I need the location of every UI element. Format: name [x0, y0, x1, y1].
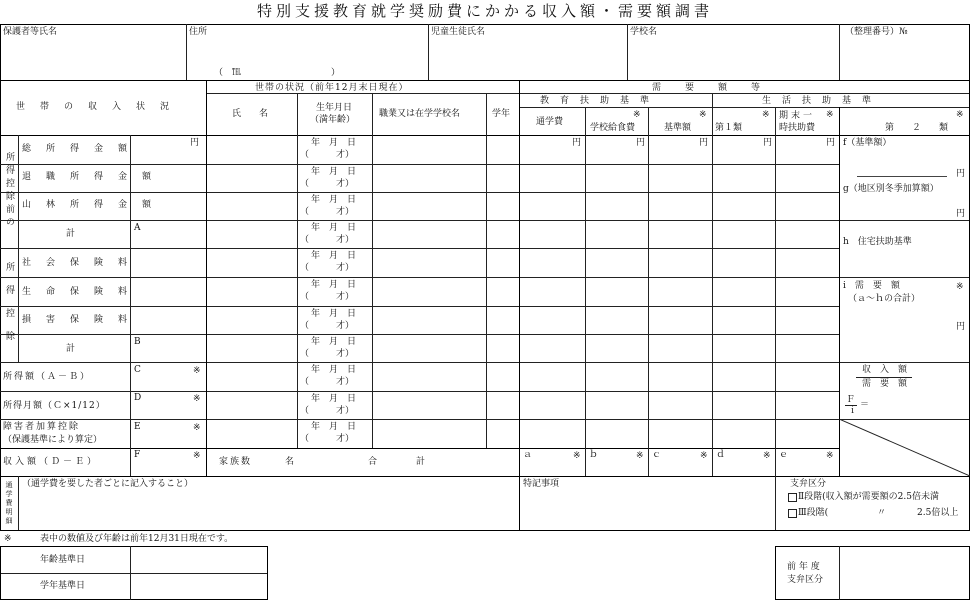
dob-date-placeholder: 年 月 日 [311, 422, 357, 432]
name-col-header: 氏 名 [232, 109, 269, 119]
footnote-text: 表中の数値及び年齢は前年12月31日現在です。 [40, 534, 234, 544]
total-d-label: ｄ [716, 450, 726, 460]
dob-date-placeholder: 年 月 日 [311, 195, 357, 205]
total-b-label: ｂ [589, 450, 599, 460]
star-mark: ※ [699, 110, 707, 120]
commute-col-header: 通学費 [536, 117, 564, 127]
lunch-col-header: 学校給食費 [590, 123, 636, 133]
star-mark: ※ [700, 451, 708, 461]
mark-b: B [134, 337, 141, 347]
total-e-label: ｅ [779, 450, 789, 460]
dob-date-placeholder: 年 月 日 [311, 167, 357, 177]
dob-date-placeholder: 年 月 日 [311, 365, 357, 375]
school-name-label: 学校名 [630, 27, 658, 37]
revenue-label: 収入額（Ｄ－Ｅ） [3, 457, 100, 467]
category-label: 支弁区分 [790, 479, 827, 489]
grade-base-label: 学年基準日 [40, 581, 86, 591]
yen-unit: 円 [190, 138, 200, 148]
pre-deduction-label: 所得控除前の [4, 152, 14, 230]
level3-label: Ⅲ段階( [798, 508, 829, 518]
total-c-label: ｃ [652, 450, 662, 460]
dob-date-placeholder: 年 月 日 [311, 251, 357, 261]
form-title: 特別支援教育就学奨励費にかかる収入額・需要額調書 [256, 2, 713, 20]
h-housing-label: h 住宅扶助基準 [843, 237, 912, 247]
social-insurance-label: 社 会 保 険 料 [22, 258, 131, 268]
mark-c: C [134, 365, 141, 375]
address-label: 住所 [189, 27, 208, 37]
yen-unit: 円 [636, 138, 646, 148]
remarks-label: 特記事項 [523, 479, 560, 489]
i-needs-sub-label: （ａ～ｈの合計） [848, 294, 921, 304]
diagonal-slash [839, 419, 970, 476]
dob-date-placeholder: 年 月 日 [311, 138, 357, 148]
star-mark: ※ [636, 451, 644, 461]
mark-a: A [134, 223, 141, 233]
ref-number-label: （整理番号）№ [845, 27, 908, 37]
yen-unit: 円 [956, 209, 966, 219]
footnote-star: ※ [4, 534, 12, 544]
star-mark: ※ [956, 282, 964, 292]
yearend-col-header-2: 時扶助費 [779, 123, 816, 133]
level2-label: Ⅱ段階(収入額が需要額の2.5倍未満 [798, 492, 939, 502]
star-mark: ※ [826, 110, 834, 120]
yen-unit: 円 [826, 138, 836, 148]
phone-label: （ ℡ ） [214, 68, 341, 78]
i-needs-label: i 需 要 額 [843, 281, 900, 291]
subtotal-label: 計 [66, 344, 76, 354]
yen-unit: 円 [763, 138, 773, 148]
yen-unit: 円 [956, 169, 966, 179]
star-mark: ※ [193, 394, 201, 404]
dob-date-placeholder: 年 月 日 [311, 394, 357, 404]
age-placeholder: （ 才） [300, 263, 355, 273]
level3-threshold: 2.5倍以上 [917, 508, 959, 518]
age-placeholder: （ 才） [300, 321, 355, 331]
disability-sub-label: （保護基準により算定） [3, 435, 103, 445]
edu-aid-header: 教 育 扶 助 基 準 [540, 96, 651, 106]
forest-income-label: 山 林 所 得 金 額 [22, 200, 155, 210]
prev-year-category-label: 支弁区分 [787, 575, 824, 585]
grade-col-header: 学年 [492, 109, 511, 119]
star-mark: ※ [956, 110, 964, 120]
income-ab-label: 所得額（Ａ－Ｂ） [3, 372, 92, 382]
dob-date-placeholder: 年 月 日 [311, 280, 357, 290]
yen-unit: 円 [572, 138, 582, 148]
f-base-label: f（基準額） [843, 138, 892, 148]
deduction-label: 所得控除 [4, 262, 14, 354]
persons-unit: 名 [285, 457, 295, 467]
star-mark: ※ [573, 451, 581, 461]
age-base-label: 年齢基準日 [40, 555, 86, 565]
star-mark: ※ [633, 110, 641, 120]
age-placeholder: （ 才） [300, 377, 355, 387]
g-winter-label: g（地区別冬季加算額） [843, 184, 939, 194]
needs-header: 需 要 額 等 [652, 83, 763, 93]
commute-note: （通学費を要した者ごとに記入すること） [22, 479, 194, 489]
age-placeholder: （ 才） [300, 406, 355, 416]
dob-date-placeholder: 年 月 日 [311, 309, 357, 319]
base-amount-col-header: 基準額 [664, 123, 692, 133]
ratio-i-label: ｉ [848, 406, 858, 416]
household-status-header: 世帯の状況（前年12月末日現在） [255, 83, 409, 93]
life-insurance-label: 生 命 保 険 料 [22, 287, 131, 297]
student-name-label: 児童生徒氏名 [431, 27, 486, 37]
mark-e: E [134, 422, 141, 432]
dob-date-placeholder: 年 月 日 [311, 337, 357, 347]
star-mark: ※ [826, 451, 834, 461]
age-placeholder: （ 才） [300, 292, 355, 302]
star-mark: ※ [762, 110, 770, 120]
type2-col-header: 第 ２ 類 [885, 123, 949, 133]
commute-detail-label: 通学費明細 [5, 481, 13, 526]
age-placeholder: （ 才） [300, 235, 355, 245]
family-count-label: 家族数 [219, 457, 253, 467]
ratio-f-label: Ｆ [846, 395, 856, 405]
ratio-top-label: 収 入 額 [862, 365, 908, 375]
monthly-income-label: 所得月額（Ｃ×1/12） [3, 401, 106, 411]
guardian-name-label: 保護者等氏名 [3, 27, 58, 37]
subtotal-label: 計 [66, 229, 76, 239]
retirement-income-label: 退 職 所 得 金 額 [22, 172, 155, 182]
level2-checkbox[interactable] [788, 493, 797, 502]
living-aid-header: 生 活 扶 助 基 準 [762, 96, 873, 106]
total-a-label: ａ [523, 450, 533, 460]
ratio-equals: ＝ [860, 400, 870, 410]
damage-insurance-label: 損 害 保 険 料 [22, 315, 131, 325]
occupation-col-header: 職業又は在学学校名 [379, 109, 461, 119]
yearend-col-header: 期末一 [779, 111, 816, 121]
age-placeholder: （ 才） [300, 434, 355, 444]
income-status-header: 世 帯 の 収 入 状 況 [16, 102, 173, 112]
yen-unit: 円 [956, 322, 966, 332]
yen-unit: 円 [699, 138, 709, 148]
mark-d: D [134, 393, 142, 403]
level3-checkbox[interactable] [788, 509, 797, 518]
dob-date-placeholder: 年 月 日 [311, 223, 357, 233]
prev-year-label: 前 年 度 [787, 562, 820, 572]
mark-f: F [134, 450, 141, 460]
ratio-bottom-label: 需 要 額 [862, 379, 908, 389]
age-placeholder: （ 才） [300, 207, 355, 217]
dob-col-header: 生年月日 [316, 103, 353, 113]
age-placeholder: （ 才） [300, 150, 355, 160]
disability-label: 障害者加算控除 [3, 422, 81, 432]
star-mark: ※ [193, 423, 201, 433]
age-placeholder: （ 才） [300, 179, 355, 189]
level3-ditto: 〃 [877, 508, 887, 518]
type1-col-header: 第１類 [715, 123, 743, 133]
age-col-header: （満年齢） [310, 115, 356, 125]
age-placeholder: （ 才） [300, 349, 355, 359]
total-income-label: 総 所 得 金 額 [22, 144, 131, 154]
total-label: 合 計 [368, 457, 429, 467]
star-mark: ※ [193, 366, 201, 376]
star-mark: ※ [763, 451, 771, 461]
star-mark: ※ [193, 451, 201, 461]
